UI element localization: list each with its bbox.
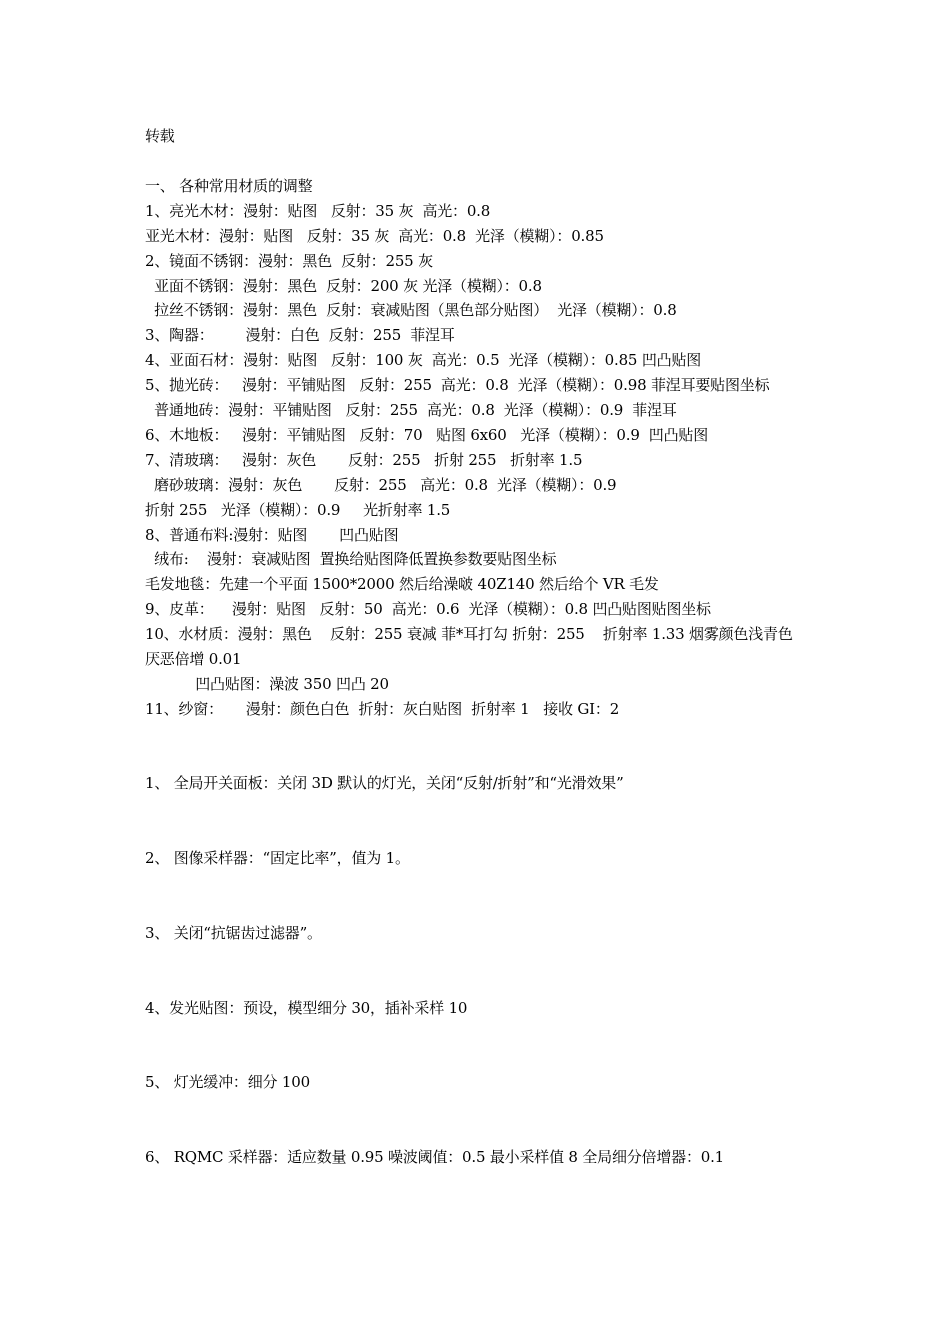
render-setting-line: 5、 灯光缓冲：细分 100	[145, 1073, 310, 1091]
material-line: 绒布: 漫射：衰减贴图 置换给贴图降低置换参数要贴图坐标	[145, 550, 557, 568]
material-line: 折射 255 光泽（模糊）：0.9 光折射率 1.5	[145, 501, 451, 519]
render-setting-line: 2、 图像采样器：“固定比率”，值为 1。	[145, 849, 410, 867]
material-line: 3、陶器： 漫射：白色 反射：255 菲涅耳	[145, 326, 455, 344]
material-line: 凹凸贴图：澡波 350 凹凸 20	[145, 675, 389, 693]
material-line: 拉丝不锈钢：漫射：黑色 反射：衰减贴图（黑色部分贴图） 光泽（模糊）：0.8	[145, 301, 677, 319]
document-header: 转载	[145, 127, 175, 145]
material-line: 4、亚面石材：漫射：贴图 反射：100 灰 高光：0.5 光泽（模糊）：0.85 凹凸贴图	[145, 351, 702, 369]
material-line: 磨砂玻璃：漫射：灰色 反射：255 高光：0.8 光泽（模糊）：0.9	[145, 476, 617, 494]
render-setting-line: 3、 关闭“抗锯齿过滤器”。	[145, 924, 322, 942]
render-setting-line: 4、发光贴图：预设，模型细分 30，插补采样 10	[145, 999, 468, 1017]
material-line: 5、抛光砖： 漫射：平铺贴图 反射：255 高光：0.8 光泽（模糊）：0.98 菲涅耳要贴图坐标	[145, 376, 770, 394]
material-line: 1、亮光木材：漫射：贴图 反射：35 灰 高光：0.8	[145, 202, 491, 220]
material-line: 9、皮革： 漫射：贴图 反射：50 高光：0.6 光泽（模糊）：0.8 凹凸贴图贴图坐标	[145, 600, 711, 618]
material-line: 11、纱窗： 漫射：颜色白色 折射：灰白贴图 折射率 1 接收 GI：2	[145, 700, 620, 718]
material-line: 2、镜面不锈钢：漫射：黑色 反射：255 灰	[145, 252, 433, 270]
render-setting-line: 1、 全局开关面板：关闭 3D 默认的灯光，关闭“反射/折射”和“光滑效果”	[145, 774, 624, 792]
material-line: 7、清玻璃： 漫射：灰色 反射：255 折射 255 折射率 1.5	[145, 451, 583, 469]
material-line: 厌恶倍增 0.01	[145, 650, 242, 668]
material-line: 10、水材质：漫射：黑色 反射：255 衰减 菲*耳打勾 折射：255 折射率 1.33 烟雾颜色浅青色	[145, 625, 793, 643]
material-line: 亚面不锈钢：漫射：黑色 反射：200 灰 光泽（模糊）：0.8	[145, 277, 542, 295]
material-line: 普通地砖：漫射：平铺贴图 反射：255 高光：0.8 光泽（模糊）：0.9 菲涅耳	[145, 401, 677, 419]
material-line: 亚光木材：漫射：贴图 反射：35 灰 高光：0.8 光泽（模糊）：0.85	[145, 227, 604, 245]
material-line: 毛发地毯：先建一个平面 1500*2000 然后给澡啵 40Z140 然后给个 VR 毛发	[145, 575, 659, 593]
material-line: 8、普通布料:漫射：贴图 凹凸贴图	[145, 526, 399, 544]
render-setting-line: 6、 RQMC 采样器：适应数量 0.95 噪波阈值：0.5 最小采样值 8 全局细分倍增器：0.1	[145, 1148, 725, 1166]
section-title: 一、 各种常用材质的调整	[145, 177, 313, 195]
material-line: 6、木地板： 漫射：平铺贴图 反射：70 贴图 6x60 光泽（模糊）：0.9 凹凸贴图	[145, 426, 708, 444]
